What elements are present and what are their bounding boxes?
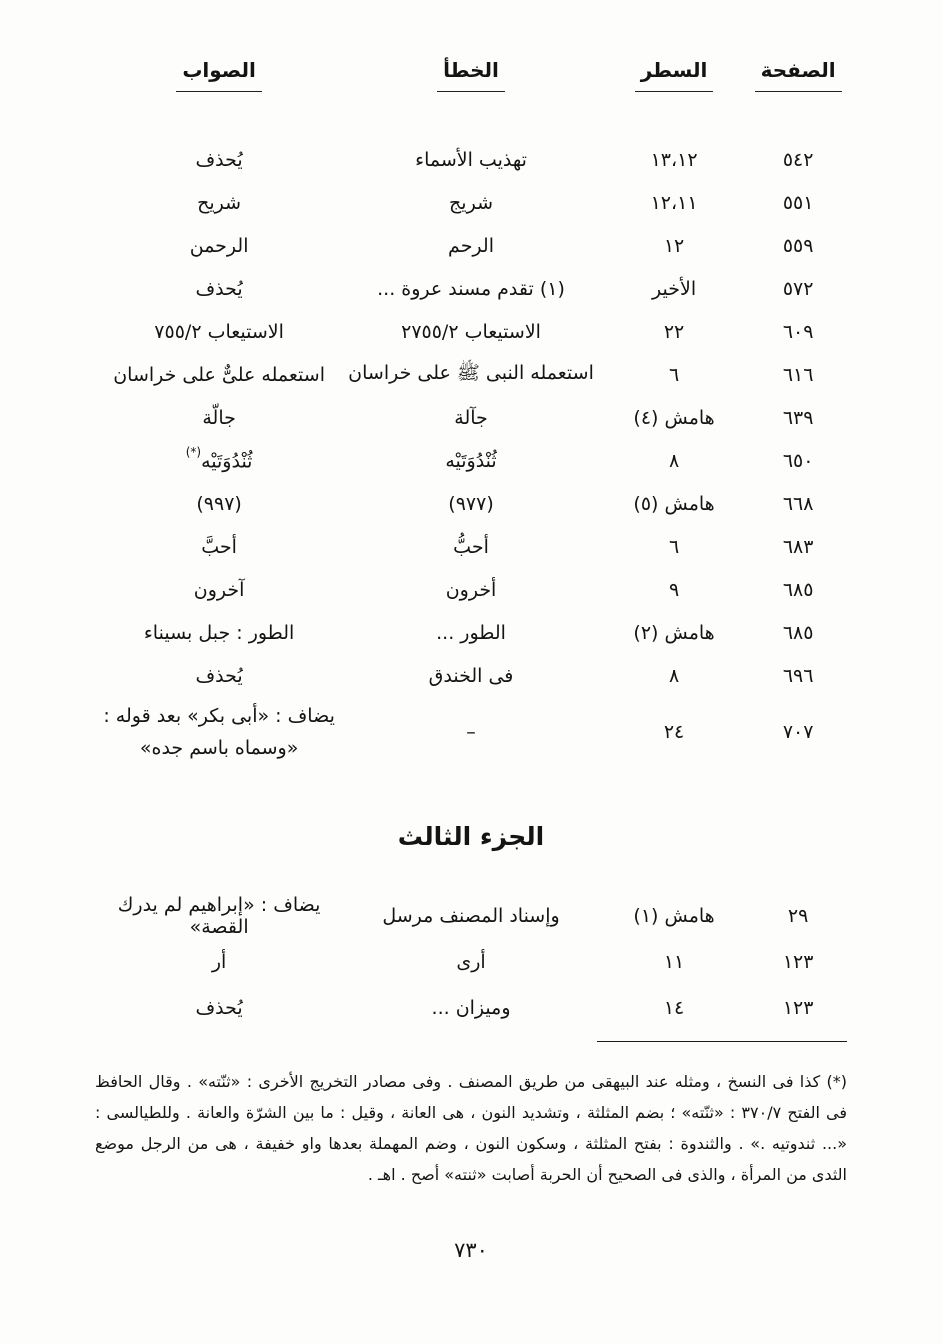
line-cell: ٨ [668,664,680,687]
column-header-page: الصفحة [755,58,842,92]
table-row [95,138,847,181]
table-header-row [95,58,847,98]
table-row [95,353,847,396]
table-body-part3 [95,893,847,1031]
column-header-line: السطر [635,58,714,92]
column-header-error: الخطأ [437,58,505,92]
header-cell-correction [95,58,343,92]
page-cell: ٦٩٦ [782,664,814,687]
table-row [95,267,847,310]
line-cell: ١٣،١٢ [650,148,698,171]
error-cell: وإسناد المصنف مرسل [382,905,560,927]
error-cell: وميزان ... [431,997,511,1019]
error-cell: الطور ... [436,621,506,644]
page-cell: ١٢٣ [782,951,814,973]
error-cell: استعمله النبى ﷺ على خراسان [348,361,594,384]
error-cell: (٩٧٧) [448,492,494,515]
error-cell: ثُنْدُوَتَيْه [445,449,497,472]
table-row [95,396,847,439]
header-cell-page [749,58,847,92]
correction-cell: يُحذف [195,148,243,171]
table-row [95,939,847,985]
line-cell: ٢٢ [663,320,685,343]
line-cell: هامش (٢) [633,621,715,644]
page-cell: ٥٥١ [782,191,814,214]
error-cell: الرحم [448,234,494,257]
page-cell: ٦٨٥ [782,578,814,601]
table-row [95,611,847,654]
line-cell: ٦ [668,363,680,386]
header-cell-line [599,58,749,92]
correction-cell: (٩٩٧) [196,492,242,515]
footnote: (*) كذا فى النسخ ، ومثله عند البيهقى من طريق المصنف . وفى مصادر التخريج الأخرى : «ثنّته» . وقال الحافظ فى الفتح ٣٧٠/٧ : «ثنّته» ؛ بضم المثلثة ، وتشديد النون ، هى العانة ، وقيل : ما بين الشرّة والعانة . وللطيالسى : «... ثندوتيه .» . والثندوة : بفتح المثلثة ، وسكون النون ، وضم المهملة بعدها واو خفيفة ، هى من الرجل موضع الثدى من المرأة ، والذى فى الصحيح أن الحربة أصابت «ثنته» أصح . اهـ . [95,1072,848,1184]
correction-cell: شريح [197,191,242,214]
line-cell: ١٢،١١ [650,191,698,214]
table-row [95,525,847,568]
table-body-part2 [95,138,847,767]
table-row [95,654,847,697]
line-cell: ٢٤ [663,720,685,743]
page-cell: ٦٨٥ [782,621,814,644]
line-cell: ١٤ [663,997,685,1019]
error-cell: – [466,720,476,743]
correction-cell: أحبَّ [201,535,237,558]
error-cell: شريج [449,191,493,214]
page-cell: ٧٠٧ [782,720,814,743]
page-cell: ٥٥٩ [782,234,814,257]
correction-cell: استعمله علىٌّ على خراسان [113,363,325,386]
header-cell-error [343,58,599,92]
page-cell: ٦٣٩ [782,406,814,429]
error-cell: الاستيعاب ٢٧٥٥/٢ [401,320,541,343]
table-row [95,310,847,353]
line-cell: هامش (٤) [633,406,715,429]
table-row [95,697,847,767]
line-cell: ٦ [668,535,680,558]
correction-cell: الاستيعاب ٧٥٥/٢ [154,320,284,343]
line-cell: الأخير [652,277,697,300]
error-cell: أحبُّ [453,535,489,558]
footnote-marker-sup: (*) [185,444,202,459]
line-cell: هامش (١) [633,905,715,927]
page-cell: ٦٨٣ [782,535,814,558]
page-cell: ٦١٦ [782,363,814,386]
error-cell: فى الخندق [428,664,514,687]
page-cell: ٦٥٠ [782,449,814,472]
page-cell: ٦٠٩ [782,320,814,343]
table-row [95,439,847,482]
table-row [95,985,847,1031]
correction-cell: الطور : جبل بسيناء [143,621,295,644]
page-cell: ١٢٣ [782,997,814,1019]
table-row [95,181,847,224]
table-row [95,482,847,525]
errata-table [95,58,847,1262]
correction-cell: يضاف : «أبى بكر» بعد قوله : «وسماه باسم جده» [103,704,335,759]
correction-cell: يضاف : «إبراهيم لم يدرك القصة» [117,894,321,938]
error-cell: جآلة [454,406,488,429]
separator-line [597,1041,847,1042]
correction-cell: يُحذف [195,664,243,687]
correction-cell: جالّة [202,406,236,429]
correction-text: ثُنْدُوَتَيْه [201,450,253,473]
table-row [95,893,847,939]
correction-cell: يُحذف [195,997,243,1019]
page-number: ٧٣٠ [454,1238,488,1262]
error-cell: تهذيب الأسماء [415,148,527,171]
error-cell: أرى [456,951,486,973]
column-header-correction: الصواب [176,58,262,92]
correction-cell: يُحذف [195,277,243,300]
page-cell: ٥٧٢ [782,277,814,300]
line-cell: ٩ [668,578,680,601]
line-cell: ١١ [663,951,685,973]
section-heading: الجزء الثالث [397,822,545,851]
error-cell: (١) تقدم مسند عروة ... [377,277,565,300]
correction-cell: آخرون [193,578,245,601]
correction-cell [95,444,343,473]
line-cell: هامش (٥) [633,492,715,515]
table-row [95,568,847,611]
correction-cell: الرحمن [189,234,249,257]
page-cell: ٦٦٨ [782,492,814,515]
error-cell: أخرون [445,578,497,601]
line-cell: ١٢ [663,234,685,257]
correction-cell: أر [211,951,227,973]
line-cell: ٨ [668,449,680,472]
page-cell: ٢٩ [787,905,809,927]
table-row [95,224,847,267]
page-cell: ٥٤٢ [782,148,814,171]
